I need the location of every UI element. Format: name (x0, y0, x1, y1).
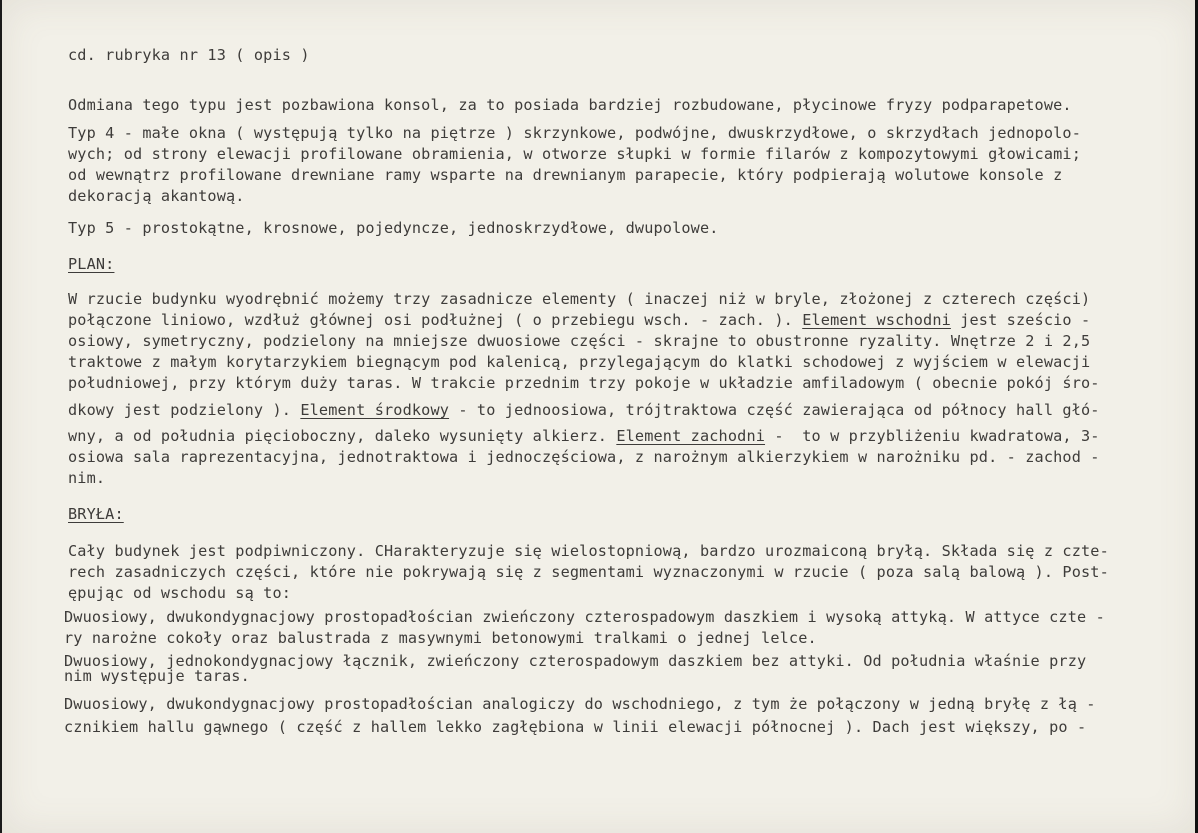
underlined-term: Element środkowy (300, 401, 450, 419)
paragraph-line: ępując od wschodu są to: (68, 584, 292, 602)
page-heading: cd. rubryka nr 13 ( opis ) (68, 46, 310, 64)
text-run: wny, a od południa pięcioboczny, daleko wysunięty alkierz. (68, 427, 617, 445)
paragraph-line: cznikiem hallu gąwnego ( część z hallem lekko zagłębiona w linii elewacji północnej ). Dach jest większy, po - (64, 718, 1087, 736)
paragraph-line: Dwuosiowy, jednokondygnacjowy łącznik, zwieńczony czterospadowym daszkiem bez attyki. Od południa właśnie przy (64, 652, 1087, 670)
section-heading-plan: PLAN: (68, 255, 115, 273)
document-page (2, 0, 1196, 833)
paragraph-line: ry narożne cokoły oraz balustrada z masywnymi betonowymi tralkami o jednej lelce. (64, 629, 817, 647)
section-heading-bryla: BRYŁA: (68, 505, 124, 523)
text-run: dkowy jest podzielony ). (68, 401, 301, 419)
paragraph-line: nim występuje taras. (64, 667, 250, 685)
underlined-term: Element zachodni (616, 427, 766, 445)
paragraph-line: nim. (68, 469, 106, 487)
paragraph-line (68, 311, 1090, 329)
paragraph-line: Cały budynek jest podpiwniczony. CHarakteryzuje się wielostopniową, bardzo urozmaiconą bryłą. Składa się z czte- (68, 542, 1109, 560)
text-run: jest sześcio - (950, 311, 1091, 329)
paragraph-line: Odmiana tego typu jest pozbawiona konsol, za to posiada bardziej rozbudowane, płycinowe fryzy podparapetowe. (68, 96, 1072, 114)
paragraph-line: rech zasadniczych części, które nie pokrywają się z segmentami wyznaczonymi w rzucie ( poza salą balową ). Post- (68, 563, 1109, 581)
paragraph-line: osiowa sala raprezentacyjna, jednotraktowa i jednoczęściowa, z narożnym alkierzykiem w narożniku pd. - zachod - (68, 448, 1100, 466)
paragraph-line (68, 427, 1100, 445)
paragraph-line: wych; od strony elewacji profilowane obramienia, w otworze słupki w formie filarów z kompozytowymi głowicami; (68, 145, 1082, 163)
paragraph-line: południowej, przy którym duży taras. W trakcie przednim trzy pokoje w układzie amfiladowym ( obecnie pokój śro- (68, 374, 1100, 392)
text-run: połączone liniowo, wzdłuż głównej osi podłużnej ( o przebiegu wsch. - zach. ). (68, 311, 803, 329)
paragraph-line: Typ 4 - małe okna ( występują tylko na piętrze ) skrzynkowe, podwójne, dwuskrzydłowe, o skrzydłach jednopolo- (68, 124, 1082, 142)
underlined-term: Element wschodni (802, 311, 951, 329)
paragraph-line: Dwuosiowy, dwukondygnacjowy prostopadłościan zwieńczony czterospadowym daszkiem i wysoką attyką. W attyce czte - (64, 608, 1105, 626)
paragraph-line: W rzucie budynku wyodrębnić możemy trzy zasadnicze elementy ( inaczej niż w bryle, złożonej z czterech części) (68, 290, 1091, 308)
paragraph-line: osiowy, symetryczny, podzielony na mniejsze dwuosiowe części - skrajne to obustronne ryzality. Wnętrze 2 i 2,5 (68, 332, 1091, 350)
paragraph-line: Typ 5 - prostokątne, krosnowe, pojedyncze, jednoskrzydłowe, dwupolowe. (68, 219, 719, 237)
paragraph-line: Dwuosiowy, dwukondygnacjowy prostopadłościan analogiczy do wschodniego, z tym że połączony w jedną bryłę z łą - (64, 695, 1096, 713)
paragraph-line: od wewnątrz profilowane drewniane ramy wsparte na drewnianym parapecie, który podpierają wolutowe konsole z (68, 166, 1063, 184)
text-run: - to jednoosiowa, trójtraktowa część zawierająca od północy hall głó- (449, 401, 1100, 419)
paragraph-line: dekoracją akantową. (68, 187, 245, 205)
text-run: - to w przybliżeniu kwadratowa, 3- (765, 427, 1100, 445)
paragraph-line: traktowe z małym korytarzykiem biegnącym pod kalenicą, przylegającym do klatki schodowej z wyjściem w elewacji (68, 353, 1091, 371)
paragraph-line (68, 401, 1100, 419)
